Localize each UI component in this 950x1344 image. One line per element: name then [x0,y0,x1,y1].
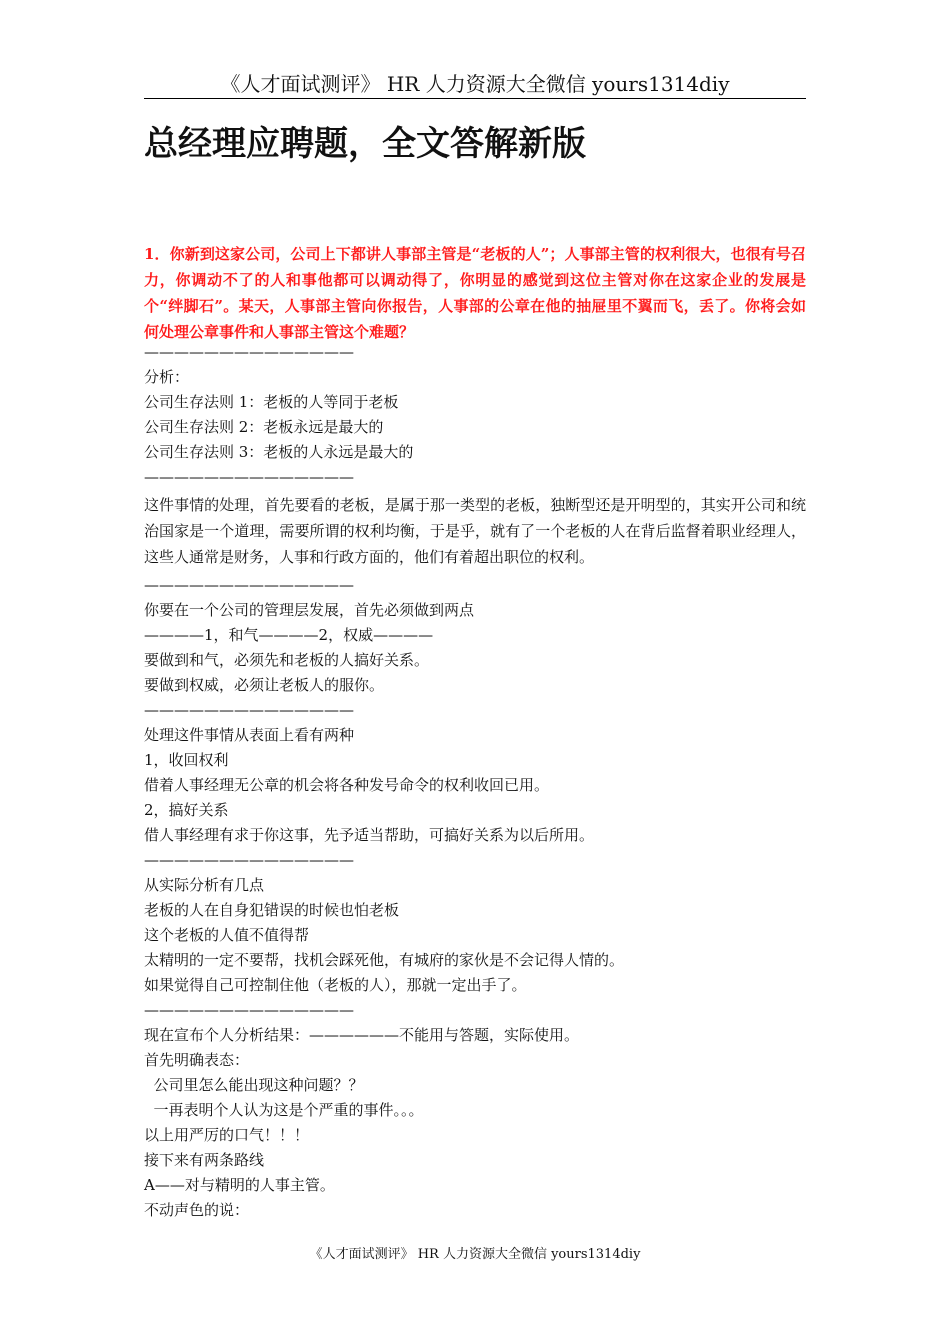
rule-line: 公司生存法则 1：老板的人等同于老板 [144,393,399,411]
paragraph-analysis: 这件事情的处理，首先要看的老板，是属于那一类型的老板，独断型还是开明型的，其实开公司和统治国家是一个道理，需要所谓的权利均衡，于是乎，就有了一个老板的人在背后监督着职业经理人，这些人通常是财务，人事和行政方面的，他们有着超出职位的权利。 [144,496,806,566]
text-line: 从实际分析有几点 [144,876,265,894]
interview-question: 1．你新到这家公司，公司上下都讲人事部主管是“老板的人”；人事部主管的权利很大，也很有号召力，你调动不了的人和事他都可以调动得了，你明显的感觉到这位主管对你在这家企业的发展是个“绊脚石”。某天，人事部主管向你报告，人事部的公章在他的抽屉里不翼而飞，丢了。你将会如何处理公章事件和人事部主管这个难题？ [144,245,806,341]
text-line: 要做到和气，必须先和老板的人搞好关系。 [144,651,430,669]
page-header: 《人才面试测评》 HR 人力资源大全微信 yours1314diy [144,72,806,99]
text-line: 公司里怎么能出现这种问题？？ [144,1076,364,1094]
rule-line: 公司生存法则 3：老板的人永远是最大的 [144,443,414,461]
text-line: 太精明的一定不要帮，找机会踩死他，有城府的家伙是不会记得人情的。 [144,951,625,969]
text-line: ————1，和气————2，权威———— [144,626,434,644]
text-line: 2，搞好关系 [144,801,229,819]
text-line: 借着人事经理无公章的机会将各种发号命令的权利收回已用。 [144,776,550,794]
rule-line: 公司生存法则 2：老板永远是最大的 [144,418,384,436]
text-line: 不动声色的说： [144,1201,250,1219]
text-line: 这个老板的人值不值得帮 [144,926,310,944]
text-line: 以上用严厉的口气！！！ [144,1126,310,1144]
text-line: 首先明确表态： [144,1051,250,1069]
text-line: 一再表明个人认为这是个严重的事件。。。 [144,1101,424,1119]
text-line: 你要在一个公司的管理层发展，首先必须做到两点 [144,601,475,619]
text-line: A——对与精明的人事主管。 [144,1176,335,1194]
divider: —————————————— [144,343,354,361]
text-line: 处理这件事情从表面上看有两种 [144,726,355,744]
text-line: 要做到权威，必须让老板人的服你。 [144,676,385,694]
document-body [144,340,806,1223]
divider: —————————————— [144,851,354,869]
analysis-label: 分析： [144,368,190,386]
text-line: 1，收回权利 [144,751,229,769]
text-line: 如果觉得自己可控制住他（老板的人），那就一定出手了。 [144,976,527,994]
document-title: 总经理应聘题，全文答解新版 [144,124,586,164]
divider: —————————————— [144,1001,354,1019]
text-line: 借人事经理有求于你这事，先予适当帮助，可搞好关系为以后所用。 [144,826,595,844]
page-footer: 《人才面试测评》 HR 人力资源大全微信 yours1314diy [309,1247,641,1262]
divider: —————————————— [144,468,354,486]
divider: —————————————— [144,576,354,594]
divider: —————————————— [144,701,354,719]
text-line: 现在宣布个人分析结果：——————不能用与答题，实际使用。 [144,1026,580,1044]
text-line: 老板的人在自身犯错误的时候也怕老板 [144,901,400,919]
text-line: 接下来有两条路线 [144,1151,265,1169]
